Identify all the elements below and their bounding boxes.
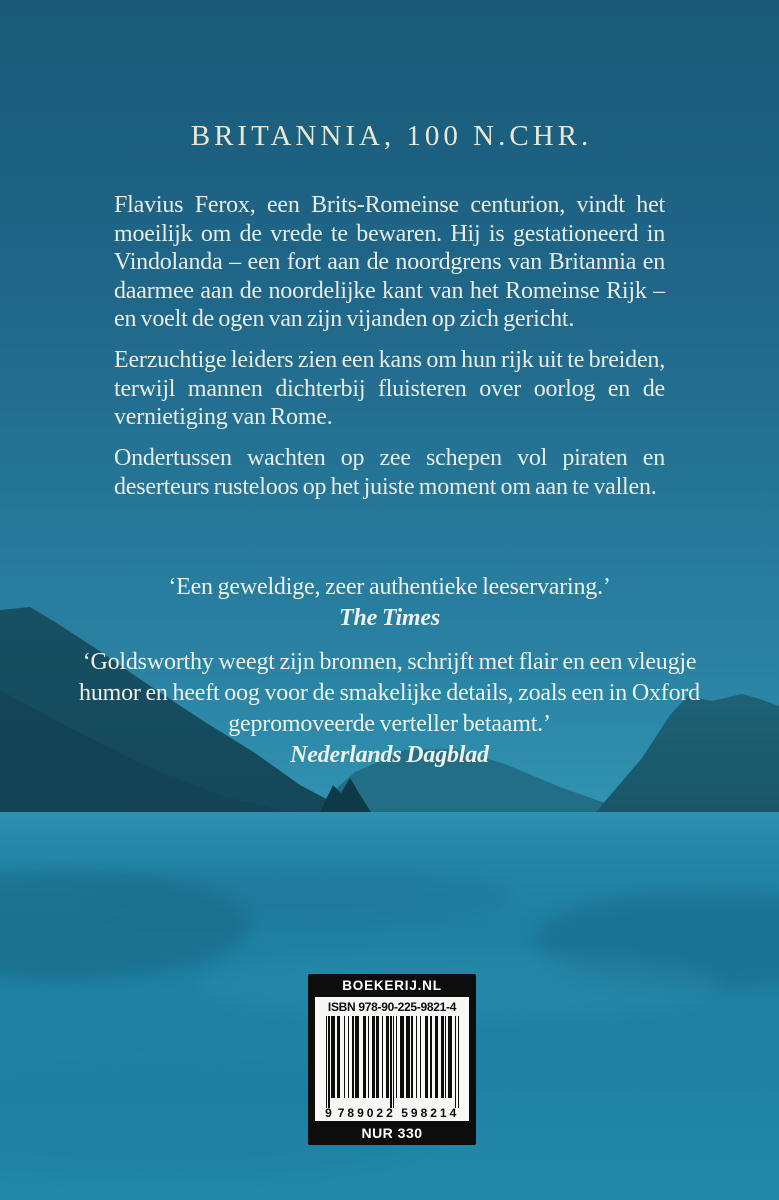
isbn-number: ISBN 978-90-225-9821-4	[327, 1000, 457, 1014]
quote-source: Nederlands Dagblad	[290, 742, 489, 768]
quote-text: ‘Goldsworthy weegt zijn bronnen, schrijft met flair en een vleugje humor en heeft oog voor de smakelijke details, zoals een in Oxford gepromoveerde verteller betaamt.’	[79, 649, 700, 737]
review-quote-the-times	[70, 572, 710, 634]
synopsis-paragraph-1: Flavius Ferox, een Brits-Romeinse centurion, vindt het moeilijk om de vrede te bewaren. Hij is gestationeerd in Vindolanda – een fort aan de noordgrens van Britannia en daarmee aan de noordelijke kant van het Romeinse Rijk – en voelt de ogen van zijn vijanden op zich gericht.	[114, 192, 665, 332]
quote-text: ‘Een geweldige, zeer authentieke leeservaring.’	[168, 574, 611, 600]
review-quote-nederlands-dagblad	[70, 647, 710, 771]
synopsis-paragraph-3: Ondertussen wachten op zee schepen vol piraten en deserteurs rusteloos op het juiste moment om aan te vallen.	[114, 445, 665, 500]
quote-source: The Times	[339, 605, 440, 631]
tagline: BRITANNIA, 100 N.CHR.	[190, 120, 593, 152]
barcode-white-panel	[315, 997, 469, 1121]
ean-digit-group-2: 598214	[401, 1106, 460, 1120]
shore-shadow-mid	[90, 865, 510, 925]
publisher-url: BOEKERIJ.NL	[342, 978, 442, 993]
barcode-label	[308, 974, 476, 1145]
ean-digit-group-1: 789022	[337, 1106, 396, 1120]
nur-code: NUR 330	[361, 1125, 423, 1141]
synopsis-paragraph-2: Eerzuchtige leiders zien een kans om hun rijk uit te breiden, terwijl mannen dichterbij fluisteren over oorlog en de vernietiging van Rome.	[114, 347, 665, 430]
synopsis	[114, 191, 665, 501]
ean-digit-lead: 9	[325, 1106, 332, 1120]
ean-barcode	[326, 1016, 459, 1108]
ean-digits	[322, 1106, 462, 1120]
